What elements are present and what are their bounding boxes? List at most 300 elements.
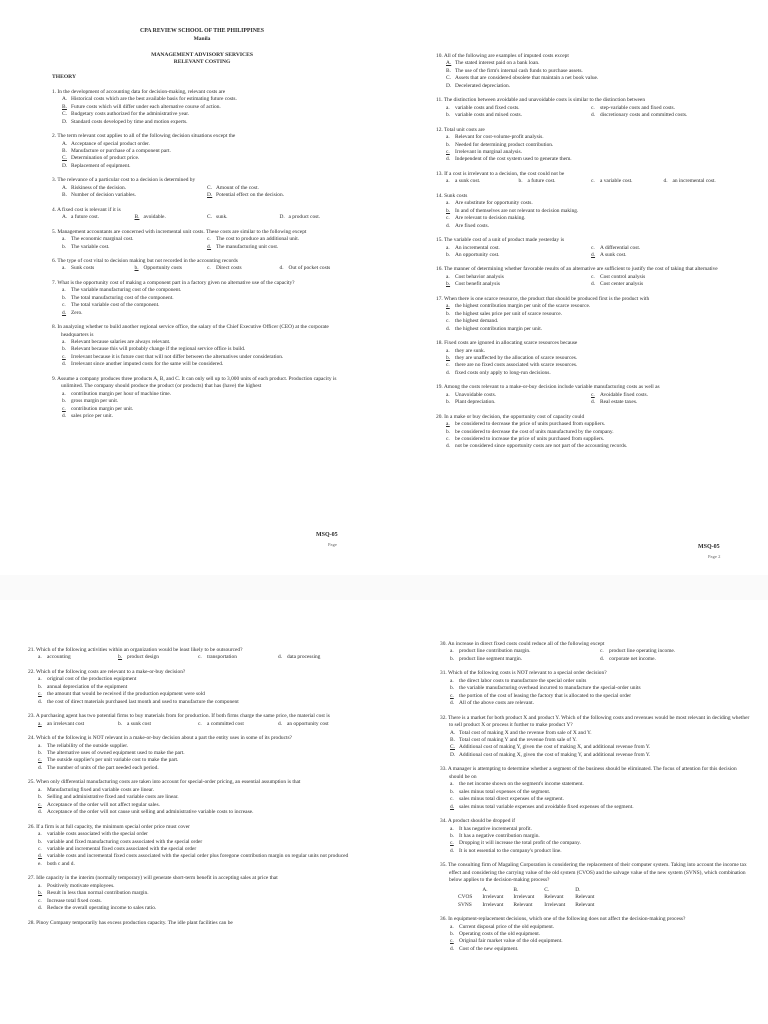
- question-stem: Total unit costs are: [444, 126, 485, 133]
- choice-text: The cost to produce an additional unit.: [216, 236, 300, 243]
- choice-letter: d.: [279, 265, 284, 272]
- question-item: [52, 133, 352, 170]
- choice-letter: d.: [446, 325, 451, 332]
- answer-choices: [28, 654, 358, 661]
- page-label: Page: [328, 542, 337, 547]
- table-cell: SVNS: [458, 901, 472, 908]
- choice-text: Increase total fixed costs.: [47, 897, 102, 904]
- table-header-cell: [458, 887, 482, 894]
- question-item: [52, 207, 352, 222]
- choice-text: Potential effect on the decision.: [216, 192, 285, 199]
- table-header-cell: A.: [482, 886, 488, 893]
- answer-choices: [52, 236, 352, 251]
- answer-choice: [62, 391, 352, 398]
- answer-choices: [440, 678, 750, 708]
- choice-letter: d.: [446, 443, 451, 450]
- choice-letter: d.: [450, 700, 455, 707]
- choice-letter: d.: [38, 698, 43, 705]
- choice-letter: c.: [591, 178, 595, 185]
- answer-choice: [38, 831, 358, 838]
- choice-letter: d.: [446, 369, 451, 376]
- answer-choice: [38, 883, 358, 890]
- choice-letter: B.: [62, 103, 67, 110]
- answer-choices: [28, 831, 358, 868]
- choice-letter: b.: [450, 788, 455, 795]
- question-number: 5.: [52, 228, 57, 235]
- choice-letter: a.: [446, 178, 450, 185]
- choice-text: not be considered since opportunity costs are not part of the accounting records.: [455, 443, 628, 450]
- choice-text: It is not essential to the company's product line.: [459, 847, 562, 854]
- question-number: 33.: [440, 766, 447, 773]
- choice-text: Dropping it will increase the total profit of the company.: [459, 840, 581, 847]
- choice-letter: a.: [450, 677, 454, 684]
- choice-letter: a.: [38, 676, 42, 683]
- answer-choices: [52, 265, 352, 272]
- question-item: [52, 280, 352, 317]
- school-name: CPA REVIEW SCHOOL OF THE PHILIPPINES: [140, 28, 264, 34]
- answer-choice: [38, 794, 358, 801]
- question-item: [28, 669, 358, 706]
- answer-choice: [62, 163, 352, 170]
- choice-text: Irrelevant in marginal analysis.: [455, 148, 522, 155]
- answer-choices: [436, 303, 736, 333]
- answer-choice: [446, 208, 736, 215]
- question-item: [440, 916, 750, 953]
- choice-text: step-variable costs and fixed costs.: [600, 104, 675, 111]
- choice-text: Zero.: [71, 309, 83, 316]
- question-item: [436, 340, 736, 377]
- choice-letter: b.: [62, 398, 67, 405]
- question-item: [52, 89, 352, 126]
- choice-text: Reduce the overall operating income to sales ratio.: [47, 905, 157, 912]
- choice-text: variable costs associated with the special order: [47, 831, 148, 838]
- choice-text: the highest demand.: [455, 318, 499, 325]
- answer-choice: [450, 848, 750, 855]
- answer-choice: [591, 274, 736, 281]
- choice-letter: a.: [62, 287, 66, 294]
- choice-letter: e.: [38, 860, 42, 867]
- answer-choice: [198, 721, 278, 728]
- answer-choice: [207, 244, 352, 251]
- choice-text: product design: [127, 654, 159, 661]
- choice-letter: a.: [446, 347, 450, 354]
- answer-choice: [450, 938, 750, 945]
- question-stem: Sunk costs: [444, 192, 468, 199]
- answer-choice: [446, 83, 736, 90]
- question-stem: The distinction between avoidable and unavoidable costs is similar to the distinction between: [443, 97, 646, 104]
- choice-text: Opportunity costs: [143, 265, 182, 272]
- choice-letter: A.: [450, 729, 456, 736]
- question-number: 2.: [52, 133, 57, 140]
- choice-text: be considered to decrease the price of units purchased from suppliers.: [455, 421, 606, 428]
- answer-choice: [446, 252, 591, 259]
- table-header-cell: C.: [544, 886, 550, 893]
- choice-letter: A.: [62, 184, 68, 191]
- question-stem: The term relevant cost applies to all of the following decision situations except the: [57, 133, 236, 140]
- topic-title: RELEVANT COSTING: [173, 58, 231, 65]
- choice-letter: a.: [450, 648, 454, 655]
- answer-choices: [52, 96, 352, 126]
- question-number: 16.: [436, 266, 443, 273]
- exam-page-1: [0, 0, 384, 575]
- answer-choices: [436, 348, 736, 378]
- answer-choice: [38, 654, 118, 661]
- question-number: 18.: [436, 340, 443, 347]
- choice-text: a committed cost: [207, 720, 244, 727]
- answer-choice: [446, 75, 736, 82]
- page-code: MSQ-05: [698, 544, 720, 550]
- choice-text: sales minus total direct expenses of the segment.: [459, 796, 564, 803]
- question-item: [436, 53, 736, 90]
- answer-choice: [62, 111, 352, 118]
- choice-text: a variable cost.: [600, 178, 633, 185]
- answer-choice: [38, 898, 358, 905]
- answer-choices: [440, 826, 750, 856]
- question-list: [436, 53, 736, 451]
- answer-choices: [440, 648, 750, 663]
- question-text: [440, 818, 750, 825]
- question-text: [28, 779, 358, 786]
- choice-letter: c.: [446, 148, 450, 155]
- answer-choice: [38, 861, 358, 868]
- answer-choice: [62, 302, 352, 309]
- choice-letter: c.: [198, 720, 202, 727]
- choice-letter: a.: [446, 200, 450, 207]
- choice-text: Current disposal price of the old equipment.: [459, 923, 555, 930]
- choice-letter: a.: [450, 825, 454, 832]
- question-stem: Among the costs relevant to a make-or-buy decision include variable manufacturing costs as well as: [443, 384, 660, 391]
- question-number: 25.: [28, 779, 35, 786]
- choice-letter: c.: [446, 436, 450, 443]
- question-text: [28, 920, 358, 927]
- question-item: [440, 715, 750, 760]
- table-row: [458, 894, 604, 901]
- answer-choice: [118, 721, 198, 728]
- choice-letter: b.: [118, 654, 123, 661]
- choice-text: Additional cost of making X, given the cost of making Y, and additional revenue from Y.: [459, 751, 651, 758]
- choice-text: A differential cost.: [600, 244, 641, 251]
- question-item: [436, 237, 736, 259]
- choice-text: a sunk cost: [127, 720, 151, 727]
- choice-text: variable and incremental fixed costs associated with the special order: [47, 845, 197, 852]
- choice-text: corporate net income.: [609, 655, 656, 662]
- choice-text: Relevant because salaries are always relevant.: [71, 339, 171, 346]
- choice-text: Replacement of equipment.: [71, 162, 131, 169]
- choice-text: The reliability of the outside supplier.: [47, 742, 129, 749]
- answer-choice: [38, 676, 358, 683]
- answer-choice: [446, 178, 519, 185]
- answer-choice: [446, 60, 736, 67]
- table-row: [458, 902, 604, 909]
- page-code: MSQ-05: [316, 532, 338, 538]
- choice-letter: a.: [446, 421, 450, 428]
- choice-text: A sunk cost.: [600, 251, 627, 258]
- q35-combination-table: [458, 887, 604, 909]
- question-text: [52, 229, 352, 236]
- choice-text: an opportunity cost: [287, 720, 329, 727]
- question-number: 9.: [52, 375, 57, 382]
- question-item: [436, 266, 736, 288]
- question-stem: The variable cost of a unit of product made yesterday is: [444, 237, 565, 244]
- choice-text: Cost center analysis: [600, 281, 644, 288]
- page-3-content: [28, 640, 358, 927]
- choice-letter: c.: [591, 273, 595, 280]
- choice-letter: c.: [446, 318, 450, 325]
- question-item: [440, 818, 750, 855]
- choice-text: An opportunity cost.: [455, 251, 500, 258]
- answer-choice: [450, 840, 750, 847]
- answer-choice: [38, 750, 358, 757]
- choice-letter: a.: [62, 339, 66, 346]
- answer-choice: [446, 68, 736, 75]
- answer-choice: [591, 392, 736, 399]
- question-text: [28, 735, 358, 742]
- question-text: [436, 127, 736, 134]
- choice-letter: a.: [38, 882, 42, 889]
- choice-letter: B.: [62, 192, 67, 199]
- choice-text: The variable manufacturing cost of the component.: [71, 287, 182, 294]
- choice-letter: c.: [450, 938, 454, 945]
- answer-choice: [446, 281, 591, 288]
- choice-letter: b.: [62, 243, 67, 250]
- answer-choices: [436, 392, 736, 407]
- table-header-cell: D.: [575, 886, 581, 893]
- choice-text: Relevant because this will probably change if the regional service office is build.: [71, 346, 246, 353]
- choice-letter: b.: [450, 930, 455, 937]
- choice-text: Cost of the new equipment.: [459, 945, 519, 952]
- choice-letter: d.: [62, 309, 67, 316]
- answer-choices: [52, 214, 352, 221]
- choice-text: Result in less than normal contribution margin.: [47, 890, 149, 897]
- question-item: [436, 384, 736, 406]
- question-number: 14.: [436, 192, 443, 199]
- answer-choices: [440, 924, 750, 954]
- question-text: [436, 266, 736, 273]
- choice-text: product line segment margin.: [459, 655, 523, 662]
- answer-choice: [62, 119, 352, 126]
- answer-choice: [600, 648, 750, 655]
- choice-text: Irrelevant because it is future cost that will not differ between the alternatives under consideration.: [71, 353, 284, 360]
- answer-choice: [280, 214, 353, 221]
- choice-text: Needed for determining product contribution.: [455, 141, 554, 148]
- choice-text: Real estate taxes.: [600, 399, 638, 406]
- question-text: [436, 53, 736, 60]
- choice-letter: D.: [446, 82, 452, 89]
- answer-choice: [446, 142, 736, 149]
- answer-choice: [446, 105, 591, 112]
- choice-letter: a.: [38, 720, 42, 727]
- choice-letter: b.: [446, 207, 451, 214]
- answer-choice: [450, 781, 750, 788]
- question-number: 12.: [436, 126, 443, 133]
- choice-letter: A.: [62, 140, 68, 147]
- answer-choice: [591, 399, 736, 406]
- table-cell: Relevant: [575, 901, 595, 908]
- choice-text: The economic marginal cost.: [71, 236, 134, 243]
- choice-text: the cost of direct materials purchased last month and used to manufacture the component: [47, 698, 239, 705]
- choice-letter: a.: [446, 104, 450, 111]
- answer-choice: [62, 96, 352, 103]
- answer-choice: [446, 421, 736, 428]
- question-stem: Management accountants are concerned with incremental unit costs. These costs are similar to the following except: [57, 228, 307, 235]
- choice-letter: A.: [446, 60, 452, 67]
- question-text: [52, 324, 352, 339]
- question-item: [52, 258, 352, 273]
- question-stem: Assume a company produces three products A, B, and C. It can only sell up to 3,000 units of each product. Production capacity is unlimited. The company should produce the product (or products) that has (have) the highest: [57, 375, 337, 390]
- choice-text: Independent of the cost system used to generate them.: [455, 156, 572, 163]
- choice-letter: b.: [38, 749, 43, 756]
- question-text: [440, 916, 750, 923]
- question-stem: Which of the following is NOT relevant in a make-or-buy decision about a part the entity uses in some of its products?: [36, 735, 292, 742]
- answer-choice: [62, 155, 352, 162]
- question-text: [52, 376, 352, 391]
- answer-choice: [446, 134, 736, 141]
- choice-letter: d.: [591, 281, 596, 288]
- question-stem: Pinoy Company temporarily has excess production capacity. The idle plant facilities can be: [36, 919, 233, 926]
- answer-choices: [436, 60, 736, 90]
- question-text: [28, 713, 358, 720]
- choice-letter: B.: [62, 147, 67, 154]
- choice-text: a future cost.: [527, 178, 556, 185]
- choice-text: Riskiness of the decision.: [71, 184, 127, 191]
- choice-text: contribution margin per hour of machine time.: [71, 390, 172, 397]
- choice-letter: c.: [38, 845, 42, 852]
- choice-text: they are unaffected by the allocation of scarce resources.: [455, 354, 578, 361]
- question-item: [28, 920, 358, 927]
- answer-choices: [52, 339, 352, 369]
- question-item: [436, 171, 736, 186]
- answer-choice: [591, 105, 736, 112]
- choice-letter: d.: [38, 853, 43, 860]
- choice-letter: B.: [446, 67, 451, 74]
- choice-text: Acceptance of special product order.: [71, 140, 150, 147]
- answer-choice: [446, 112, 591, 119]
- answer-choice: [38, 839, 358, 846]
- answer-choice: [135, 265, 208, 272]
- answer-choice: [62, 141, 352, 148]
- answer-choice: [446, 429, 736, 436]
- question-text: [436, 171, 736, 178]
- question-number: 20.: [436, 413, 443, 420]
- table-cell: Irrelevant: [482, 894, 504, 901]
- answer-choices: [436, 421, 736, 451]
- choice-letter: b.: [518, 178, 523, 185]
- answer-choice: [591, 252, 736, 259]
- question-number: 6.: [52, 257, 57, 264]
- answer-choices: [436, 105, 736, 120]
- answer-choice: [62, 406, 352, 413]
- answer-choice: [62, 265, 135, 272]
- choice-letter: a.: [62, 390, 66, 397]
- question-number: 17.: [436, 295, 443, 302]
- choice-letter: C.: [446, 75, 451, 82]
- question-text: [436, 237, 736, 244]
- choice-letter: C.: [62, 111, 67, 118]
- choice-letter: b.: [450, 832, 455, 839]
- choice-letter: c.: [446, 362, 450, 369]
- question-item: [28, 735, 358, 772]
- choice-letter: b.: [446, 428, 451, 435]
- choice-letter: b.: [446, 141, 451, 148]
- choice-text: An incremental cost.: [455, 244, 500, 251]
- answer-choice: [591, 178, 664, 185]
- choice-text: Original fair market value of the old equipment.: [459, 938, 563, 945]
- question-item: [436, 127, 736, 164]
- choice-letter: d.: [591, 112, 596, 119]
- question-number: 19.: [436, 384, 443, 391]
- choice-text: sales minus total variable expenses and avoidable fixed expenses of the segment.: [459, 803, 634, 810]
- choice-letter: D.: [279, 214, 285, 221]
- choice-text: annual depreciation of the equipment: [47, 683, 128, 690]
- question-stem: The relevance of a particular cost to a decision is determined by: [57, 177, 196, 184]
- question-text: [28, 875, 358, 882]
- choice-letter: a.: [450, 923, 454, 930]
- choice-text: a future cost.: [71, 214, 99, 221]
- choice-text: the portion of the cost of leasing the factory that is allocated to the special order: [459, 692, 631, 699]
- question-item: [436, 193, 736, 230]
- answer-choice: [446, 362, 736, 369]
- choice-text: contribution margin per unit.: [71, 405, 134, 412]
- question-text: [28, 824, 358, 831]
- exam-page-2: [384, 0, 768, 575]
- choice-letter: d.: [591, 251, 596, 258]
- question-number: 22.: [28, 668, 35, 675]
- answer-choice: [446, 156, 736, 163]
- answer-choice: [38, 757, 358, 764]
- choice-letter: a.: [62, 236, 66, 243]
- choice-text: Are substitute for opportunity costs.: [455, 200, 533, 207]
- choice-letter: d.: [600, 655, 605, 662]
- answer-choice: [38, 721, 118, 728]
- answer-choices: [52, 141, 352, 171]
- choice-text: The total manufacturing cost of the component.: [71, 294, 174, 301]
- choice-text: In and of themselves are not relevant to decision making.: [455, 207, 579, 214]
- question-number: 15.: [436, 237, 443, 244]
- choice-letter: b.: [118, 720, 123, 727]
- question-number: 32.: [440, 714, 447, 721]
- exam-page-3: [0, 600, 384, 1024]
- question-list: [440, 641, 750, 953]
- exam-page-4: [384, 600, 768, 1024]
- choice-text: data processing: [287, 654, 321, 661]
- question-text: [436, 384, 736, 391]
- choice-text: Budgetary costs authorized for the administrative year.: [71, 111, 190, 118]
- choice-letter: d.: [38, 809, 43, 816]
- choice-letter: C.: [62, 155, 67, 162]
- question-stem: In the development of accounting data for decision-making, relevant costs are: [57, 88, 226, 95]
- answer-choices: [52, 287, 352, 317]
- choice-text: Standard costs developed by time and motion experts.: [71, 118, 188, 125]
- page-4-content: [440, 634, 750, 953]
- choice-letter: C.: [207, 214, 212, 221]
- choice-text: variable costs and fixed costs.: [455, 104, 520, 111]
- answer-choice: [62, 244, 207, 251]
- choice-letter: c.: [591, 244, 595, 251]
- choice-text: Cost benefit analysis: [455, 281, 500, 288]
- question-stem: In a make or buy decision, the opportunity cost of capacity could: [444, 413, 585, 420]
- question-item: [52, 324, 352, 369]
- answer-choice: [591, 245, 736, 252]
- question-item: [440, 862, 750, 909]
- choice-letter: c.: [38, 691, 42, 698]
- choice-letter: A.: [62, 214, 68, 221]
- choice-letter: a.: [38, 742, 42, 749]
- question-stem: Idle capacity in the interim (normally temporary) will generate short-term benefit in accepting sales at price that: [36, 875, 278, 882]
- question-stem: There is a market for both product X and product Y. Which of the following costs and revenues would be most relevant in deciding whether to sell product X or process it further to make product Y?: [448, 714, 750, 729]
- choice-letter: a.: [446, 391, 450, 398]
- question-stem: When only differential manufacturing costs are taken into account for special-order pricing, an essential assumption is that: [36, 779, 301, 786]
- choice-letter: d.: [62, 413, 67, 420]
